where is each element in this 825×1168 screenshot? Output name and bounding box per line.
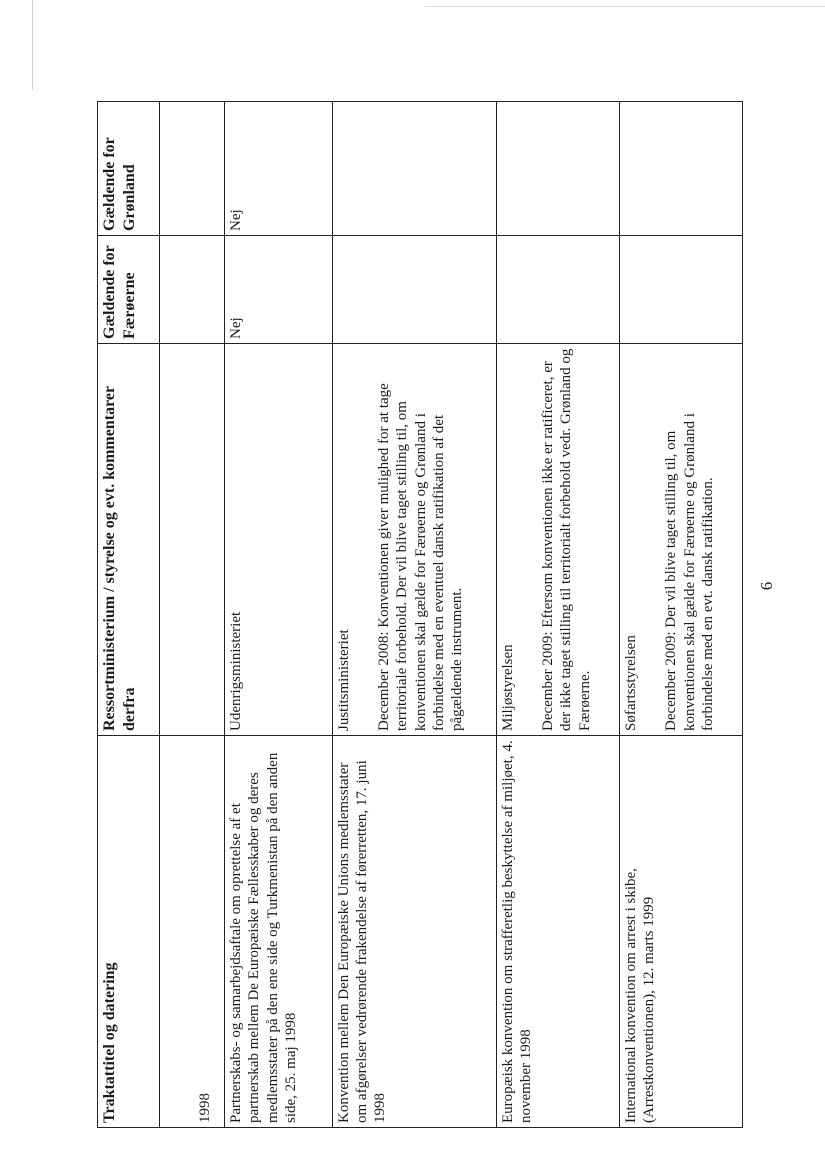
treaty-title-cell: Konvention mellem Den Europæiske Unions medlemsstater om afgørelser vedrørende frakendelse af førerretten, 17. juni 1998 bbox=[332, 736, 496, 1128]
ministry-name: Miljøstyrelsen bbox=[499, 644, 516, 731]
scan-edge-line bbox=[32, 0, 33, 90]
greenland-cell bbox=[332, 102, 496, 236]
faroe-cell: Nej bbox=[225, 236, 333, 344]
header-greenland: Gældende for Grønland bbox=[98, 102, 160, 236]
scan-edge-line-top bbox=[425, 6, 825, 7]
header-ministry: Ressortministerium / styrelse og evt. kommentarer derfra bbox=[98, 344, 160, 736]
treaty-title-cell: Partnerskabs- og samarbejdsaftale om oprettelse af et partnerskab mellem De Europæiske Fællesskaber og deres medlemsstater på den ene side og Turkmenistan på den anden side, 25. maj 1998 bbox=[225, 736, 333, 1128]
ministry-comment: December 2008: Konventionen giver mulighed for at tage territoriale forbehold. Der vil blive taget stilling til, om konventionen skal gælde for Færøerne og Grønland i forbindelse med en eventuel dansk ratifikation af det pågældende instrument. bbox=[376, 383, 466, 731]
ministry-name: Justitsministeriet bbox=[335, 629, 352, 731]
table-row bbox=[332, 102, 496, 1128]
treaty-table bbox=[97, 101, 743, 1128]
greenland-cell bbox=[496, 102, 619, 236]
ministry-cell bbox=[225, 344, 333, 736]
year-row bbox=[159, 102, 225, 1128]
ministry-cell bbox=[332, 344, 496, 736]
empty-cell bbox=[159, 344, 225, 736]
greenland-cell bbox=[619, 102, 742, 236]
table-row bbox=[225, 102, 333, 1128]
empty-cell bbox=[159, 102, 225, 236]
faroe-cell bbox=[332, 236, 496, 344]
page-number: 6 bbox=[757, 581, 776, 591]
table-row bbox=[619, 102, 742, 1128]
year-label: 1998 bbox=[196, 1093, 213, 1123]
table-row bbox=[496, 102, 619, 1128]
ministry-cell bbox=[619, 344, 742, 736]
header-treaty-title: Traktattitel og datering bbox=[98, 736, 160, 1128]
faroe-cell bbox=[619, 236, 742, 344]
empty-cell bbox=[159, 236, 225, 344]
ministry-name: Søfartsstyrelsen bbox=[622, 635, 639, 731]
treaty-title-cell: Europæisk konvention om strafferetlig beskyttelse af miljøet, 4. november 1998 bbox=[496, 736, 619, 1128]
ministry-cell bbox=[496, 344, 619, 736]
treaty-title-cell: International konvention om arrest i skibe, (Arrestkonventionen), 12. marts 1999 bbox=[619, 736, 742, 1128]
treaty-table-rotated bbox=[97, 102, 743, 1128]
ministry-name: Udenrigsministeriet bbox=[228, 611, 245, 731]
faroe-cell bbox=[496, 236, 619, 344]
ministry-comment: December 2009: Eftersom konventionen ikke er ratificeret, er der ikke taget stilling til territorialt forbehold vedr. Grønland og Færøerne. bbox=[540, 348, 593, 731]
greenland-cell: Nej bbox=[225, 102, 333, 236]
ministry-comment: December 2009: Der vil blive taget stilling til, om konventionen skal gælde for Færøerne og Grønland i forbindelse med en evt. dansk ratifikation. bbox=[663, 413, 716, 731]
year-cell bbox=[159, 736, 225, 1128]
header-faroe-islands: Gældende for Færøerne bbox=[98, 236, 160, 344]
table-header-row bbox=[98, 102, 160, 1128]
